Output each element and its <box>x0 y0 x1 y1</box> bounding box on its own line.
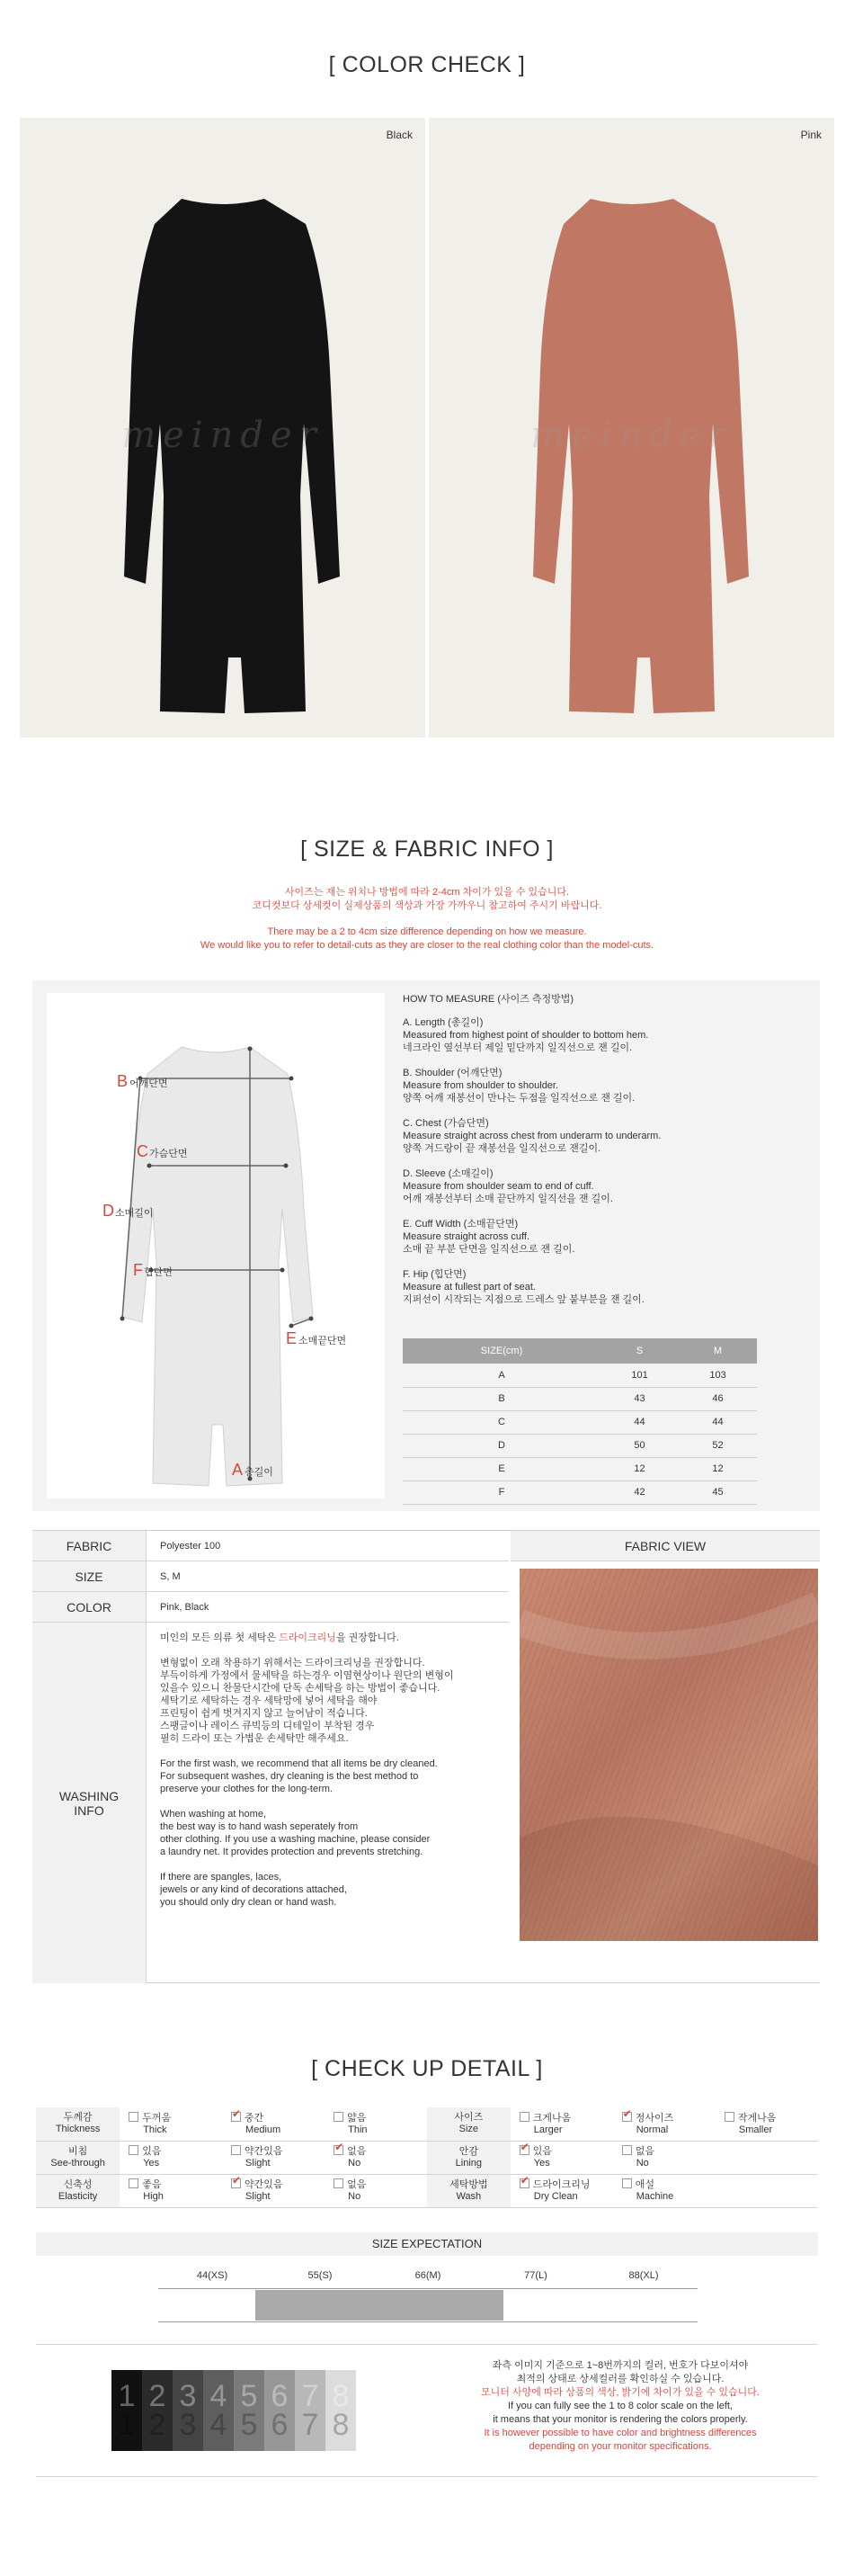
washing-key-line: INFO <box>74 1802 104 1818</box>
size-cell: 12 <box>679 1457 757 1480</box>
measure-item-kr: 지퍼선이 시작되는 지점으로 드레스 앞 붙부분을 잰 길이. <box>403 1294 645 1305</box>
check-key: 안감 Lining <box>427 2141 511 2174</box>
how-to-measure-box <box>32 980 820 1511</box>
measure-item-b <box>403 1067 807 1105</box>
size-header-cell: M <box>679 1338 757 1364</box>
size-row <box>32 1561 509 1592</box>
checked-checkbox-icon[interactable] <box>622 2112 632 2122</box>
grayscale-number-reflection: 7 <box>301 2408 319 2442</box>
table-row <box>36 2141 818 2174</box>
check-option-kr: 있음 <box>142 2146 162 2157</box>
check-option-en: No <box>348 2158 361 2169</box>
checkbox-icon[interactable] <box>231 2145 241 2155</box>
size-scale-labels <box>158 2270 698 2283</box>
check-option[interactable] <box>325 2107 427 2141</box>
check-option-kr: 정사이즈 <box>635 2112 674 2124</box>
check-key: 신축성 Elasticity <box>36 2174 120 2207</box>
diagram-letter-b: B <box>117 1072 129 1090</box>
monitor-en-3: It is however possible to have color and brightness differences <box>484 2428 757 2438</box>
size-cell: 12 <box>600 1457 679 1480</box>
check-option-en: Yes <box>533 2158 550 2169</box>
fabric-swatch-image <box>520 1569 818 1941</box>
table-row <box>403 1364 757 1387</box>
size-expectation-title: SIZE EXPECTATION <box>36 2232 818 2256</box>
grayscale-number-reflection: 5 <box>240 2408 258 2442</box>
table-row <box>403 1410 757 1434</box>
check-option-kr: 없음 <box>347 2146 367 2157</box>
measure-item-e <box>403 1218 807 1256</box>
check-option[interactable] <box>511 2107 613 2141</box>
check-up-title: [ CHECK UP DETAIL ] <box>311 2056 543 2081</box>
check-option-en: Thin <box>348 2124 368 2135</box>
check-up-table <box>36 2107 818 2208</box>
measure-item-title: F. Hip (힙단면) <box>403 1269 467 1280</box>
size-scale-fill <box>255 2290 503 2321</box>
check-option[interactable] <box>120 2107 222 2141</box>
washing-kr-2: 변형없이 오래 착용하기 위해서는 드라이크리닝을 권장합니다. 부득이하게 가정에서 물세탁을 하는경우 이염현상이나 원단의 변형이 있을수 있으니 찬물단시간에 단독 손세탁을 하는 방법이 좋습니다. 세탁기로 세탁하는 경우 세탁망에 넣어 세탁을 해야 프린팅이 쉽게 벗겨지지 않고 늘어남이 적습니다. 스팽글이나 레이스 큐빅등의 디테일이 부착된 경우 필히 드라이 또는 가볍운 손세탁만 해주세요. <box>160 1658 454 1744</box>
monitor-en-1: If you can fully see the 1 to 8 color scale on the left, <box>507 2401 734 2411</box>
size-cell: E <box>403 1457 600 1480</box>
check-key: 사이즈 Size <box>427 2107 511 2141</box>
monitor-kr-1: 좌측 이미지 기준으로 1~8번까지의 컬러, 번호가 다보이셔야 <box>492 2360 749 2371</box>
check-option-kr: 약간있음 <box>245 2179 283 2190</box>
grayscale-swatch <box>325 2370 356 2451</box>
size-cell: 50 <box>600 1434 679 1457</box>
measure-heading: HOW TO MEASURE (사이즈 측정방법) <box>403 994 574 1005</box>
measure-item-title: B. Shoulder (어깨단면) <box>403 1068 503 1078</box>
color-label-black: Black <box>386 129 413 141</box>
measure-item-kr: 양쪽 어깨 재봉선이 만나는 두점을 일직선으로 잰 길이. <box>403 1093 636 1104</box>
check-option-en: No <box>636 2158 649 2169</box>
check-option[interactable] <box>716 2174 818 2207</box>
check-option-kr: 없음 <box>347 2179 367 2190</box>
checkbox-icon[interactable] <box>129 2112 138 2122</box>
size-cell: C <box>403 1410 600 1434</box>
check-option[interactable] <box>716 2141 818 2174</box>
washing-en-3: If there are spangles, laces, jewels or any kind of decorations attached, you should only dry clean or hand wash. <box>160 1872 347 1908</box>
grayscale-swatch <box>203 2370 234 2451</box>
check-option-en: Thick <box>143 2124 167 2135</box>
size-cell: D <box>403 1434 600 1457</box>
check-option-en: High <box>143 2191 164 2202</box>
measure-diagram-svg <box>47 993 385 1498</box>
size-notice <box>0 886 854 953</box>
check-key: 두께감 Thickness <box>36 2107 120 2141</box>
notice-en-2: We would like you to refer to detail-cuts as they are closer to the real clothing color than the model-cuts. <box>200 940 654 951</box>
grayscale-number-reflection: 3 <box>179 2408 197 2442</box>
diagram-label-f: 힙단면 <box>144 1267 173 1278</box>
check-option-kr: 작게나옴 <box>737 2112 777 2124</box>
table-row <box>403 1387 757 1410</box>
size-scale-label: 88(XL) <box>628 2270 659 2281</box>
check-option-en: Slight <box>245 2191 271 2202</box>
checked-checkbox-icon[interactable] <box>520 2145 529 2155</box>
measure-item-kr: 양쪽 겨드랑이 끝 재봉선을 일직선으로 잰길이. <box>403 1143 601 1154</box>
grayscale-swatch <box>295 2370 325 2451</box>
table-row <box>403 1480 757 1504</box>
measure-instructions <box>403 993 807 1319</box>
size-cell: 103 <box>679 1364 757 1387</box>
washing-row <box>32 1623 509 1983</box>
grayscale-swatch <box>234 2370 264 2451</box>
checkbox-icon[interactable] <box>725 2112 734 2122</box>
check-option[interactable] <box>613 2141 716 2174</box>
check-option-en: Larger <box>533 2124 563 2135</box>
monitor-en-4: depending on your monitor specifications. <box>529 2441 712 2452</box>
check-key: 세탁방법 Wash <box>427 2174 511 2207</box>
washing-en-2: When washing at home, the best way is to hand wash seperately from other clothing. If you use a washing machine, please consider a laundry net. It provides protection and prevents stretching. <box>160 1809 431 1857</box>
fabric-texture <box>520 1569 818 1941</box>
fabric-key: FABRIC <box>32 1531 147 1561</box>
checkbox-icon[interactable] <box>334 2178 343 2188</box>
grayscale-number-reflection: 2 <box>148 2408 166 2442</box>
grayscale-number: 5 <box>240 2379 258 2413</box>
grayscale-chart <box>111 2370 356 2451</box>
grayscale-number: 7 <box>301 2379 319 2413</box>
measure-item-en: Measured from highest point of shoulder to bottom hem. <box>403 1030 649 1041</box>
check-option[interactable] <box>222 2107 325 2141</box>
grayscale-number: 6 <box>271 2379 289 2413</box>
fabric-view-title: FABRIC VIEW <box>511 1531 820 1561</box>
measure-item-en: Measure straight across chest from underarm to underarm. <box>403 1131 662 1141</box>
table-row <box>36 2107 818 2141</box>
size-cell: 101 <box>600 1364 679 1387</box>
diagram-letter-d: D <box>102 1202 114 1220</box>
checkbox-icon[interactable] <box>129 2178 138 2188</box>
checked-checkbox-icon[interactable] <box>334 2145 343 2155</box>
check-key: 비침 See-through <box>36 2141 120 2174</box>
checked-checkbox-icon[interactable] <box>231 2178 241 2188</box>
color-check-panels <box>20 118 834 738</box>
notice-kr-1: 사이즈는 재는 위치나 방법에 따라 2-4cm 차이가 있을 수 있습니다. <box>284 887 570 898</box>
size-value: S, M <box>160 1570 181 1582</box>
measure-item-f <box>403 1268 807 1306</box>
check-option-kr: 약간있음 <box>245 2146 283 2157</box>
size-cell: B <box>403 1387 600 1410</box>
measure-item-en: Measure straight across cuff. <box>403 1231 530 1242</box>
size-cell: 42 <box>600 1480 679 1504</box>
diagram-label-a: 총길이 <box>245 1467 273 1478</box>
check-option[interactable] <box>613 2174 716 2207</box>
measure-item-kr: 소매 끝 부분 단면을 일직선으로 잰 길이. <box>403 1244 575 1255</box>
color-panel-black <box>20 118 425 738</box>
check-option[interactable] <box>511 2141 613 2174</box>
checkbox-icon[interactable] <box>129 2145 138 2155</box>
measure-item-d <box>403 1167 807 1205</box>
checkbox-icon[interactable] <box>622 2178 632 2188</box>
grayscale-swatch <box>111 2370 142 2451</box>
check-option-en: Smaller <box>738 2124 773 2135</box>
check-option-kr: 있음 <box>532 2146 553 2157</box>
measure-item-a <box>403 1016 807 1054</box>
check-option[interactable] <box>613 2107 716 2141</box>
grayscale-number-reflection: 4 <box>209 2408 227 2442</box>
diagram-letter-e: E <box>286 1329 298 1347</box>
notice-kr-2: 코디컷보다 상세컷이 실제상품의 색상과 가장 가까우니 참고하여 주시기 바랍니다. <box>252 900 602 911</box>
checked-checkbox-icon[interactable] <box>231 2112 241 2122</box>
measure-item-c <box>403 1117 807 1155</box>
fabric-info-table <box>32 1530 820 1983</box>
washing-text <box>160 1632 502 1921</box>
measure-item-en: Measure at fullest part of seat. <box>403 1282 536 1292</box>
color-key: COLOR <box>32 1592 147 1622</box>
color-check-title: [ COLOR CHECK ] <box>328 52 526 77</box>
size-cell: 44 <box>600 1410 679 1434</box>
grayscale-swatch <box>142 2370 173 2451</box>
measure-item-kr: 어깨 재봉선부터 소매 끝단까지 일직선을 잰 길이. <box>403 1194 613 1204</box>
color-label-pink: Pink <box>800 129 822 141</box>
diagram-letter-f: F <box>133 1261 143 1279</box>
check-option-kr: 없음 <box>635 2146 654 2157</box>
size-cell: 45 <box>679 1480 757 1504</box>
notice-en-1: There may be a 2 to 4cm size difference depending on how we measure. <box>267 926 587 937</box>
grayscale-number: 8 <box>332 2379 350 2413</box>
table-row <box>403 1457 757 1480</box>
color-row <box>32 1592 509 1623</box>
grayscale-number-reflection: 6 <box>271 2408 289 2442</box>
measure-diagram <box>47 993 385 1498</box>
diagram-label-b: 어깨단면 <box>129 1078 168 1089</box>
check-option-kr: 두꺼움 <box>142 2112 172 2124</box>
color-value: Pink, Black <box>160 1601 209 1613</box>
size-table <box>403 1338 757 1505</box>
size-header-cell: SIZE(cm) <box>403 1338 600 1364</box>
size-scale-label: 55(S) <box>307 2270 333 2281</box>
check-option[interactable] <box>222 2174 325 2207</box>
size-cell: 43 <box>600 1387 679 1410</box>
watermark-pink: meinder <box>530 415 733 456</box>
checkbox-icon[interactable] <box>334 2112 343 2122</box>
monitor-kr-2: 최적의 상태로 상세컬러를 확인하실 수 있습니다. <box>516 2374 725 2384</box>
diagram-letter-a: A <box>232 1461 244 1479</box>
washing-kr-1: 미인의 모든 의류 첫 세탁은 드라이크리닝을 권장합니다. <box>160 1632 399 1643</box>
grayscale-swatch <box>264 2370 295 2451</box>
check-option-en: No <box>348 2191 361 2202</box>
check-option-en: Dry Clean <box>533 2191 578 2202</box>
check-option-en: Medium <box>245 2124 281 2135</box>
grayscale-number: 1 <box>118 2379 136 2413</box>
check-option-kr: 얇음 <box>347 2112 367 2124</box>
measure-item-title: D. Sleeve (소매길이) <box>403 1168 494 1179</box>
size-cell: F <box>403 1480 600 1504</box>
check-option[interactable] <box>222 2141 325 2174</box>
size-expectation-scale <box>158 2270 698 2324</box>
table-row <box>403 1434 757 1457</box>
size-cell: 52 <box>679 1434 757 1457</box>
grayscale-number: 3 <box>179 2379 197 2413</box>
check-option-kr: 드라이크리닝 <box>532 2179 591 2190</box>
check-option-en: Normal <box>636 2124 669 2135</box>
fabric-row <box>32 1531 509 1561</box>
measure-item-title: A. Length (총길이) <box>403 1017 484 1028</box>
diagram-label-c: 가슴단면 <box>149 1149 188 1159</box>
size-cell: 44 <box>679 1410 757 1434</box>
measure-item-en: Measure from shoulder seam to end of cuff. <box>403 1181 594 1192</box>
fabric-value: Polyester 100 <box>160 1540 221 1552</box>
size-scale-label: 77(L) <box>524 2270 547 2281</box>
monitor-kr-3: 모니터 사양에 따라 상품의 색상, 밝기에 차이가 있을 수 있습니다. <box>481 2387 760 2398</box>
washing-key-line: WASHING <box>58 1788 120 1803</box>
washing-en-1: For the first wash, we recommend that all items be dry cleaned. For subsequent washes, dry cleaning is the best method to preserve your clothes for the long-term. <box>160 1758 438 1794</box>
size-table-header <box>403 1338 757 1364</box>
check-option[interactable] <box>325 2174 427 2207</box>
washing-key <box>32 1623 147 1983</box>
size-fabric-title: [ SIZE & FABRIC INFO ] <box>300 836 554 862</box>
check-option-en: Yes <box>143 2158 160 2169</box>
check-option-en: Machine <box>636 2191 674 2202</box>
checkbox-icon[interactable] <box>520 2112 529 2122</box>
check-option-kr: 좋음 <box>142 2179 162 2190</box>
size-header-cell: S <box>600 1338 679 1364</box>
grayscale-number: 2 <box>148 2379 166 2413</box>
color-panel-pink <box>429 118 834 738</box>
measure-item-kr: 네크라인 옆선부터 제일 밑단까지 일직선으로 잰 길이. <box>403 1042 633 1053</box>
size-scale-label: 66(M) <box>414 2270 441 2281</box>
size-key: SIZE <box>32 1561 147 1591</box>
check-option-kr: 중간 <box>245 2112 264 2124</box>
table-row <box>36 2174 818 2207</box>
monitor-calibration <box>36 2344 818 2477</box>
grayscale-number: 4 <box>209 2379 227 2413</box>
check-option[interactable] <box>120 2174 222 2207</box>
check-option[interactable] <box>511 2174 613 2207</box>
measure-item-title: C. Chest (가슴단면) <box>403 1118 489 1129</box>
watermark-black: meinder <box>121 415 324 456</box>
measure-item-title: E. Cuff Width (소매끝단면) <box>403 1219 519 1230</box>
grayscale-swatch <box>173 2370 203 2451</box>
checked-checkbox-icon[interactable] <box>520 2178 529 2188</box>
check-option-en: Slight <box>245 2158 271 2169</box>
size-scale-label: 44(XS) <box>196 2270 228 2281</box>
check-option[interactable] <box>325 2141 427 2174</box>
monitor-en-2: it means that your monitor is rendering the colors properly. <box>493 2414 748 2425</box>
grayscale-number-reflection: 1 <box>118 2408 136 2442</box>
diagram-label-d: 소매길이 <box>115 1208 154 1219</box>
check-option[interactable] <box>716 2107 818 2141</box>
diagram-letter-c: C <box>137 1142 148 1160</box>
diagram-label-e: 소매끝단면 <box>298 1336 347 1346</box>
check-option[interactable] <box>120 2141 222 2174</box>
check-option-kr: 애설 <box>635 2179 654 2190</box>
monitor-text <box>423 2359 818 2454</box>
check-option-kr: 크게나옴 <box>532 2112 572 2124</box>
measure-item-en: Measure from shoulder to shoulder. <box>403 1080 559 1091</box>
checkbox-icon[interactable] <box>622 2145 632 2155</box>
size-cell: 46 <box>679 1387 757 1410</box>
size-cell: A <box>403 1364 600 1387</box>
grayscale-number-reflection: 8 <box>332 2408 350 2442</box>
